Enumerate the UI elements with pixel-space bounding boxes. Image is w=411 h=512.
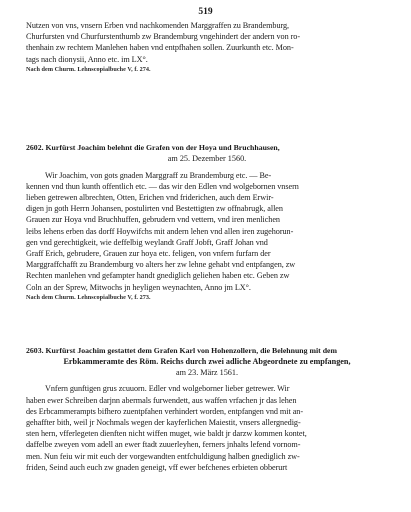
text-line: men. Nun feiu wir mit euch der vorgewandten entfchuldigung halben gnediglich zw- (26, 451, 300, 461)
document-2602 (26, 143, 388, 302)
text-line: kennen vnd thun kunth offentlich etc. — das wir den Edlen vnd wolgebornen vnsern (26, 181, 299, 191)
page-number: 519 (198, 7, 213, 17)
text-line: Wir Joachim, von gots gnaden Marggraff zu Brandemburg etc. — Be- (45, 170, 272, 180)
text-line: Coln an der Sprew, Mitwochs jn heyligen weynachten, Anno jm LX°. (26, 282, 251, 292)
text-line: tags nach dionysii, Anno etc. im LX°. (26, 54, 148, 64)
document-heading (26, 346, 388, 357)
text-line: leibs lehens erben das dorff Hoywifchs mit andern lehen vnd allen iren zugehorun- (26, 226, 294, 236)
text-line: Nutzen von vns, vnsern Erben vnd nachkomenden Marggraffen zu Brandemburg, (26, 21, 290, 30)
document-2603 (26, 346, 388, 473)
top-paragraph (26, 20, 388, 74)
heading-line: 2603. Kurfürst Joachim gestattet dem Grafen Karl von Hohenzollern, die Belehnung mit dem (26, 346, 337, 355)
text-line: friden, Seind auch euch zw gnaden geneigt, vff ewer befchenes erbieten obberurt (26, 462, 288, 472)
text-line: Vnfern gunftigen grus zcuuorn. Edler vnd wolgeborner lieber getrewer. Wir (45, 384, 290, 394)
text-line: Marggraffchafft zu Brandemburg vo alters her zw lehne gehabt vnd entpfangen, zw (26, 260, 296, 270)
heading-date: am 23. März 1561. (175, 367, 239, 377)
text-line: lieben getrewen albrechten, Otten, Erichen vnd friderichen, auch dem Erwir- (26, 193, 274, 202)
text-line: Churfursten vnd Churfurstenthumb zw Brandemburg vngehindert der andern von ro- (26, 32, 301, 42)
source-citation: Nach dem Churm. Lehnscopialbuche V, f. 274. (26, 65, 151, 73)
text-line: des Erbcammerampts bifhero zuentpfahen verhindert worden, entpfangen vnd mit an- (26, 406, 304, 416)
heading-date: am 25. Dezember 1560. (167, 153, 247, 163)
text-line: gen vnd gerechtigkeit, wie deffelbig weylandt Graff Jobft, Graff Johan vnd (26, 237, 268, 247)
text-line: gehaffter bith, weil jr Nochmals wegen der kayferlichen Maiestit, vnsers allergnedig- (26, 418, 301, 427)
text-line: daffelbe zweyen vom adell an ewer ftadt zuuerleyhen, ferners jnhalts lefend vornom- (26, 440, 301, 450)
heading-line: Erbkammeramte des Röm. Reichs durch zwei adliche Abgeordnete zu empfangen, (63, 356, 351, 366)
text-line: haben ewer Schreiben darjnn abermals furwendett, aus waffen vrfachen jr das lehen (26, 395, 297, 405)
source-citation: Nach dem Churm. Lehnscopialbuche V, f. 273. (26, 293, 151, 301)
heading-line: 2602. Kurfürst Joachim belehnt die Grafen von der Hoya und Bruchhausen, (26, 143, 280, 152)
text-line: thenhain zw rechtem Manlehen haben vnd entpfhahen sollen. Zuurkunth etc. Mon- (26, 43, 294, 53)
text-line: digen jn goth Herrn Johansen, postulirten vnd Bestettigten zw offnabrugk, allen (26, 204, 283, 214)
text-line: Rechten manlehen vnd gefampter handt gnediglich geliehen haben etc. Geben zw (26, 271, 290, 281)
text-line: Graff Erich, gebrudere, Grauen zur hoya etc. feligen, von vnfern furfarn der (26, 249, 271, 259)
text-line: Grauen zur Hoya vnd Bruchhuffen, gebrudern vnd vettern, vnd iren menlichen (26, 215, 280, 225)
document-heading (26, 143, 388, 154)
text-line: sten hern, vfferlegeten dienften nicht wiffen muget, wie baldt jr darzw kommen kontet, (26, 429, 307, 439)
